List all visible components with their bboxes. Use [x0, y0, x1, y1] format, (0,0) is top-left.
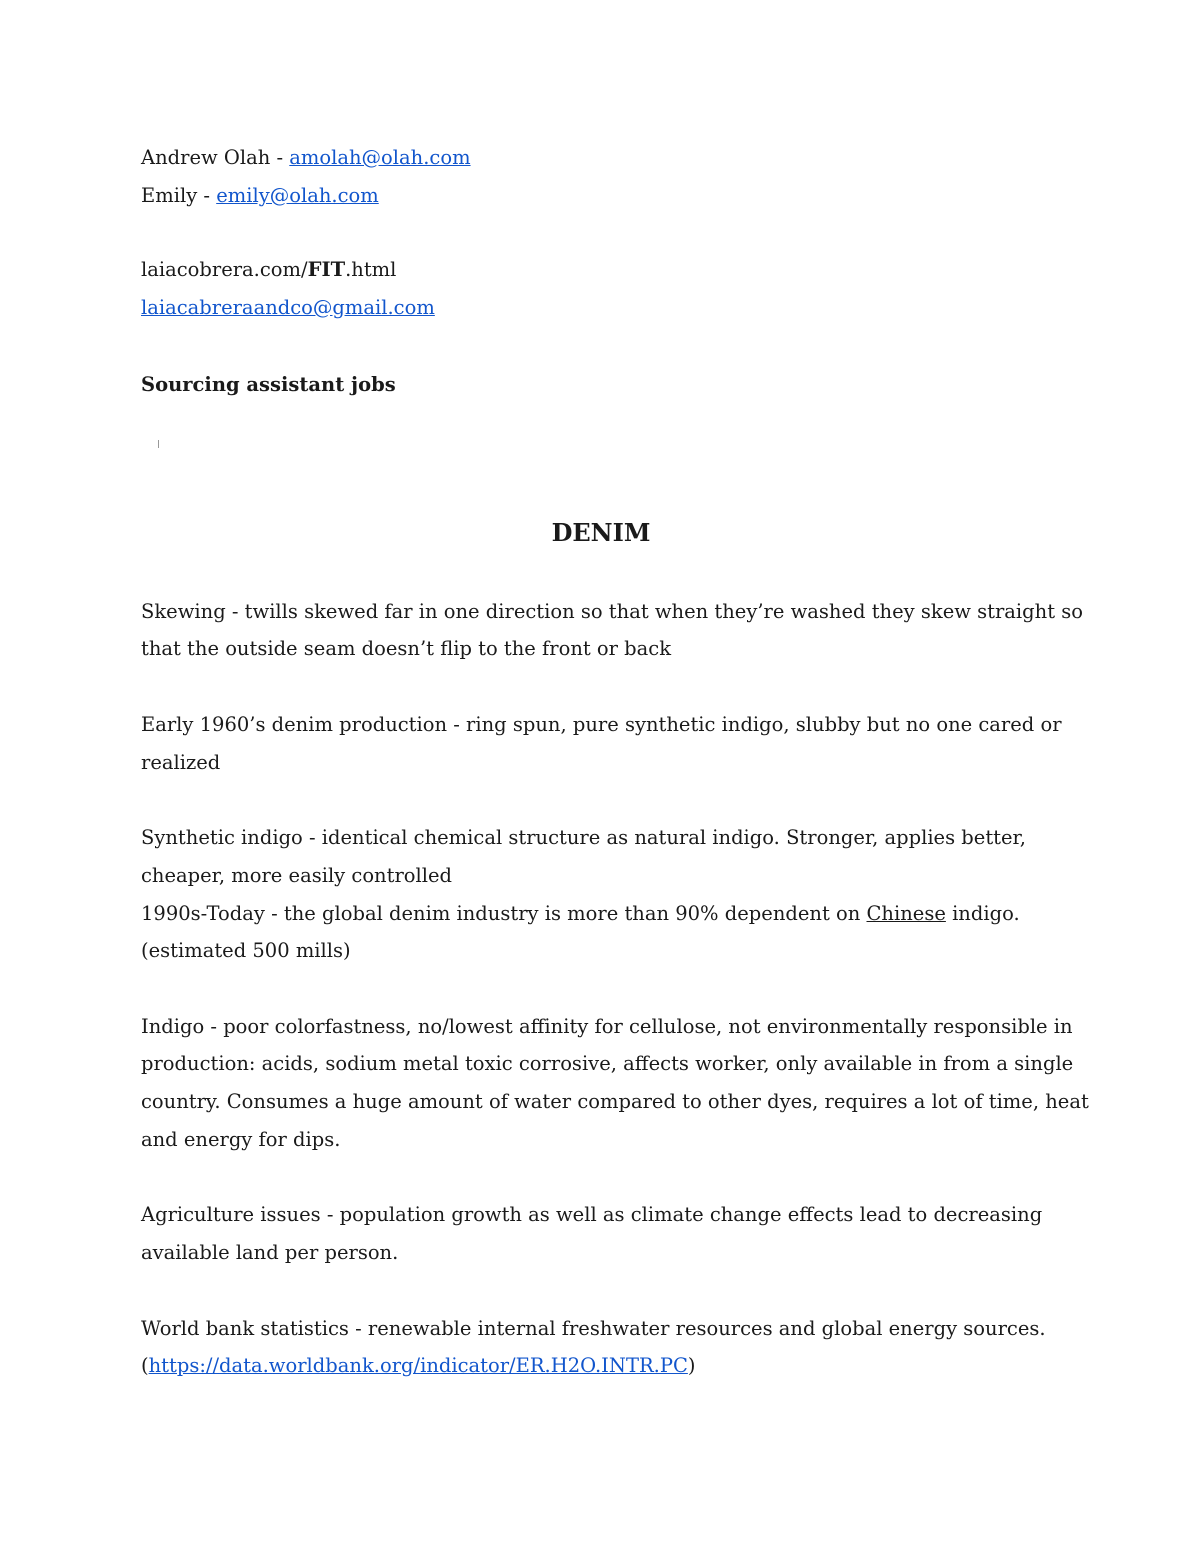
site-address: [141, 260, 396, 280]
early-line-2: realized: [141, 751, 221, 774]
world-line-1: World bank statistics - renewable internal freshwater resources and global energy sources.: [141, 1317, 1046, 1340]
skewing-line-1: Skewing - twills skewed far in one direction so that when they’re washed they skew straight so: [141, 600, 1083, 623]
today-post: indigo.: [945, 902, 1020, 925]
site-suffix: .html: [345, 258, 397, 281]
indigo-line-2: production: acids, sodium metal toxic corrosive, affects worker, only available in from a single: [141, 1052, 1074, 1075]
world-open-paren: (: [141, 1354, 149, 1377]
worldbank-link[interactable]: https://data.worldbank.org/indicator/ER.H2O.INTR.PC: [148, 1354, 688, 1377]
emily-email-link[interactable]: emily@olah.com: [216, 184, 379, 207]
early-line-1: Early 1960’s denim production - ring spun, pure synthetic indigo, slubby but no one cared or: [141, 713, 1062, 736]
synthetic-line-1: Synthetic indigo - identical chemical structure as natural indigo. Stronger, applies better,: [141, 826, 1026, 849]
contact-andrew-name: Andrew Olah -: [141, 146, 290, 169]
cursor-mark: [158, 440, 159, 448]
contact-emily: [141, 186, 379, 206]
site-bold: FIT: [307, 258, 346, 281]
today-line-2: (estimated 500 mills): [141, 939, 351, 962]
indigo-line-1: Indigo - poor colorfastness, no/lowest affinity for cellulose, not environmentally responsible in: [141, 1015, 1073, 1038]
site-prefix: laiacobrera.com/: [141, 258, 308, 281]
andrew-email-link[interactable]: amolah@olah.com: [289, 146, 471, 169]
world-line-2: [141, 1356, 695, 1376]
today-underlined: Chinese: [866, 902, 946, 925]
world-close-paren: ): [687, 1354, 696, 1377]
laia-email-line: [141, 298, 435, 318]
today-pre: 1990s-Today - the global denim industry is more than 90% dependent on: [141, 902, 867, 925]
sourcing-heading: Sourcing assistant jobs: [141, 373, 396, 396]
indigo-line-4: and energy for dips.: [141, 1128, 341, 1151]
agri-line-1: Agriculture issues - population growth as well as climate change effects lead to decreasing: [141, 1203, 1043, 1226]
skewing-line-2: that the outside seam doesn’t flip to the front or back: [141, 637, 672, 660]
contact-emily-name: Emily -: [141, 184, 217, 207]
laia-email-link[interactable]: laiacabreraandco@gmail.com: [141, 296, 435, 319]
page-title: DENIM: [551, 518, 651, 547]
today-line-1: [141, 904, 1020, 924]
synthetic-line-2: cheaper, more easily controlled: [141, 864, 453, 887]
indigo-line-3: country. Consumes a huge amount of water compared to other dyes, requires a lot of time, heat: [141, 1090, 1089, 1113]
contact-andrew: [141, 148, 471, 168]
agri-line-2: available land per person.: [141, 1241, 399, 1264]
